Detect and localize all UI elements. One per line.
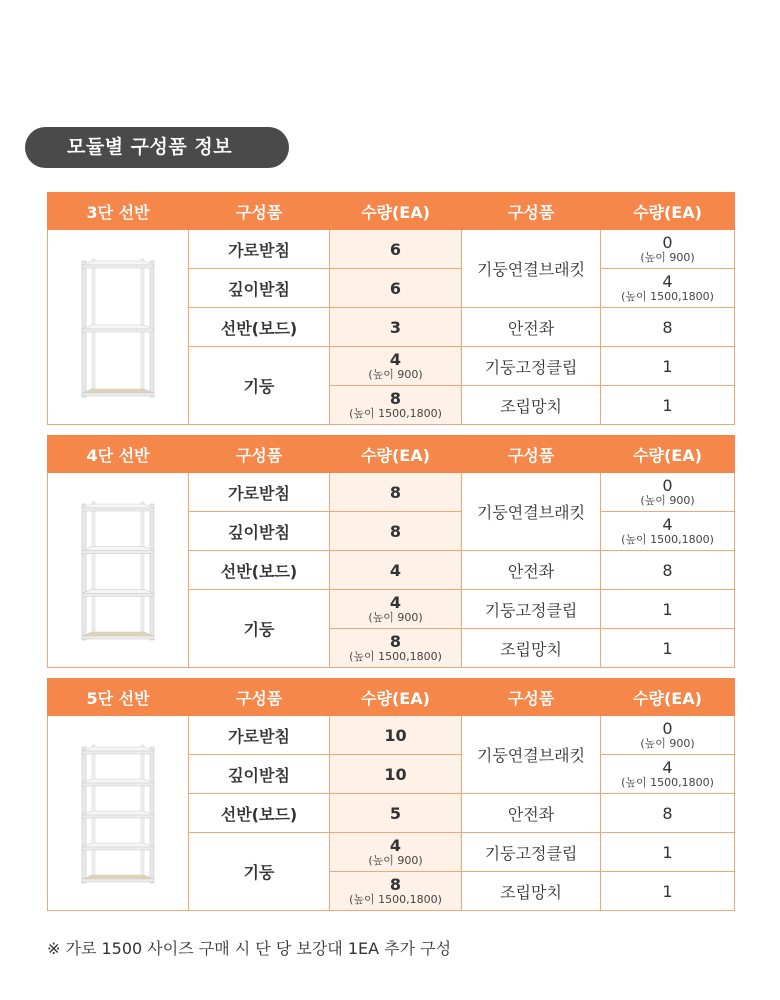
part-name: 기둥고정클립 [462, 347, 601, 386]
part-qty: 1 [601, 347, 735, 386]
part-name: 안전좌 [462, 794, 601, 833]
part-name: 선반(보드) [189, 794, 330, 833]
part-qty: 1 [601, 386, 735, 425]
part-name: 깊이받침 [189, 269, 330, 308]
shelf-illustration [78, 741, 158, 886]
qty-value: 4 [662, 514, 673, 534]
part-qty [601, 473, 735, 512]
module-name: 3단 선반 [48, 193, 189, 230]
part-qty [330, 833, 462, 872]
col-qty-header: 수량(EA) [330, 193, 462, 230]
qty-value: 8 [389, 631, 402, 651]
part-qty: 6 [330, 230, 462, 269]
part-name: 깊이받침 [189, 512, 330, 551]
part-name: 가로받침 [189, 473, 330, 512]
qty-note: (높이 900) [640, 250, 695, 264]
qty-note: (높이 1500,1800) [349, 406, 442, 420]
table-header-row [48, 679, 735, 716]
part-qty: 10 [330, 755, 462, 794]
qty-note: (높이 1500,1800) [621, 775, 714, 789]
table-row [48, 230, 735, 269]
part-name: 선반(보드) [189, 308, 330, 347]
part-qty: 8 [601, 794, 735, 833]
part-name: 가로받침 [189, 716, 330, 755]
part-name: 깊이받침 [189, 755, 330, 794]
col-part-header: 구성품 [189, 436, 330, 473]
col-qty-header: 수량(EA) [330, 679, 462, 716]
part-name: 기둥연결브래킷 [462, 716, 601, 794]
part-qty [601, 230, 735, 269]
part-qty: 8 [601, 308, 735, 347]
section-title: 모듈별 구성품 정보 [25, 127, 289, 168]
part-name: 조립망치 [462, 872, 601, 911]
footnote: ※ 가로 1500 사이즈 구매 시 단 당 보강대 1EA 추가 구성 [47, 939, 452, 958]
shelf-image-cell [48, 230, 189, 425]
col-part-header: 구성품 [462, 193, 601, 230]
part-name: 기둥 [189, 590, 330, 668]
col-qty-header: 수량(EA) [330, 436, 462, 473]
qty-value: 0 [662, 232, 673, 252]
qty-value: 4 [389, 835, 402, 855]
part-qty [330, 629, 462, 668]
part-qty: 5 [330, 794, 462, 833]
part-name: 기둥 [189, 347, 330, 425]
table-header-row [48, 436, 735, 473]
part-name: 기둥연결브래킷 [462, 230, 601, 308]
col-part-header: 구성품 [462, 436, 601, 473]
col-part-header: 구성품 [462, 679, 601, 716]
module-table-5tier [47, 678, 735, 911]
part-qty: 10 [330, 716, 462, 755]
qty-value: 4 [389, 592, 402, 612]
module-table-4tier [47, 435, 735, 668]
table-row [48, 473, 735, 512]
part-qty [601, 755, 735, 794]
shelf-image-cell [48, 716, 189, 911]
col-part-header: 구성품 [189, 679, 330, 716]
part-qty [601, 269, 735, 308]
module-table-3tier [47, 192, 735, 425]
table-row [48, 716, 735, 755]
table-header-row [48, 193, 735, 230]
qty-value: 0 [662, 475, 673, 495]
part-name: 기둥고정클립 [462, 833, 601, 872]
part-qty: 1 [601, 872, 735, 911]
qty-value: 0 [662, 718, 673, 738]
qty-note: (높이 900) [368, 610, 423, 624]
part-qty [330, 347, 462, 386]
part-qty: 1 [601, 833, 735, 872]
qty-value: 4 [389, 349, 402, 369]
part-qty: 8 [330, 512, 462, 551]
qty-note: (높이 1500,1800) [349, 649, 442, 663]
part-qty [330, 872, 462, 911]
qty-value: 8 [389, 874, 402, 894]
part-qty [330, 590, 462, 629]
part-name: 기둥 [189, 833, 330, 911]
part-name: 안전좌 [462, 551, 601, 590]
module-name: 4단 선반 [48, 436, 189, 473]
col-qty-header: 수량(EA) [601, 193, 735, 230]
module-name: 5단 선반 [48, 679, 189, 716]
part-qty [330, 386, 462, 425]
part-qty: 8 [330, 473, 462, 512]
shelf-illustration [78, 498, 158, 643]
part-name: 조립망치 [462, 629, 601, 668]
qty-value: 8 [389, 388, 402, 408]
col-part-header: 구성품 [189, 193, 330, 230]
part-name: 안전좌 [462, 308, 601, 347]
shelf-illustration [78, 255, 158, 400]
part-qty: 1 [601, 629, 735, 668]
qty-note: (높이 900) [368, 367, 423, 381]
part-qty: 1 [601, 590, 735, 629]
qty-note: (높이 900) [640, 493, 695, 507]
part-name: 조립망치 [462, 386, 601, 425]
part-name: 기둥고정클립 [462, 590, 601, 629]
part-qty: 6 [330, 269, 462, 308]
part-qty: 4 [330, 551, 462, 590]
part-name: 가로받침 [189, 230, 330, 269]
qty-note: (높이 1500,1800) [621, 532, 714, 546]
qty-note: (높이 900) [640, 736, 695, 750]
part-qty [601, 716, 735, 755]
part-qty [601, 512, 735, 551]
qty-note: (높이 1500,1800) [621, 289, 714, 303]
part-name: 선반(보드) [189, 551, 330, 590]
qty-note: (높이 1500,1800) [349, 892, 442, 906]
part-qty: 3 [330, 308, 462, 347]
part-qty: 8 [601, 551, 735, 590]
part-name: 기둥연결브래킷 [462, 473, 601, 551]
col-qty-header: 수량(EA) [601, 679, 735, 716]
col-qty-header: 수량(EA) [601, 436, 735, 473]
qty-value: 4 [662, 757, 673, 777]
shelf-image-cell [48, 473, 189, 668]
qty-value: 4 [662, 271, 673, 291]
qty-note: (높이 900) [368, 853, 423, 867]
